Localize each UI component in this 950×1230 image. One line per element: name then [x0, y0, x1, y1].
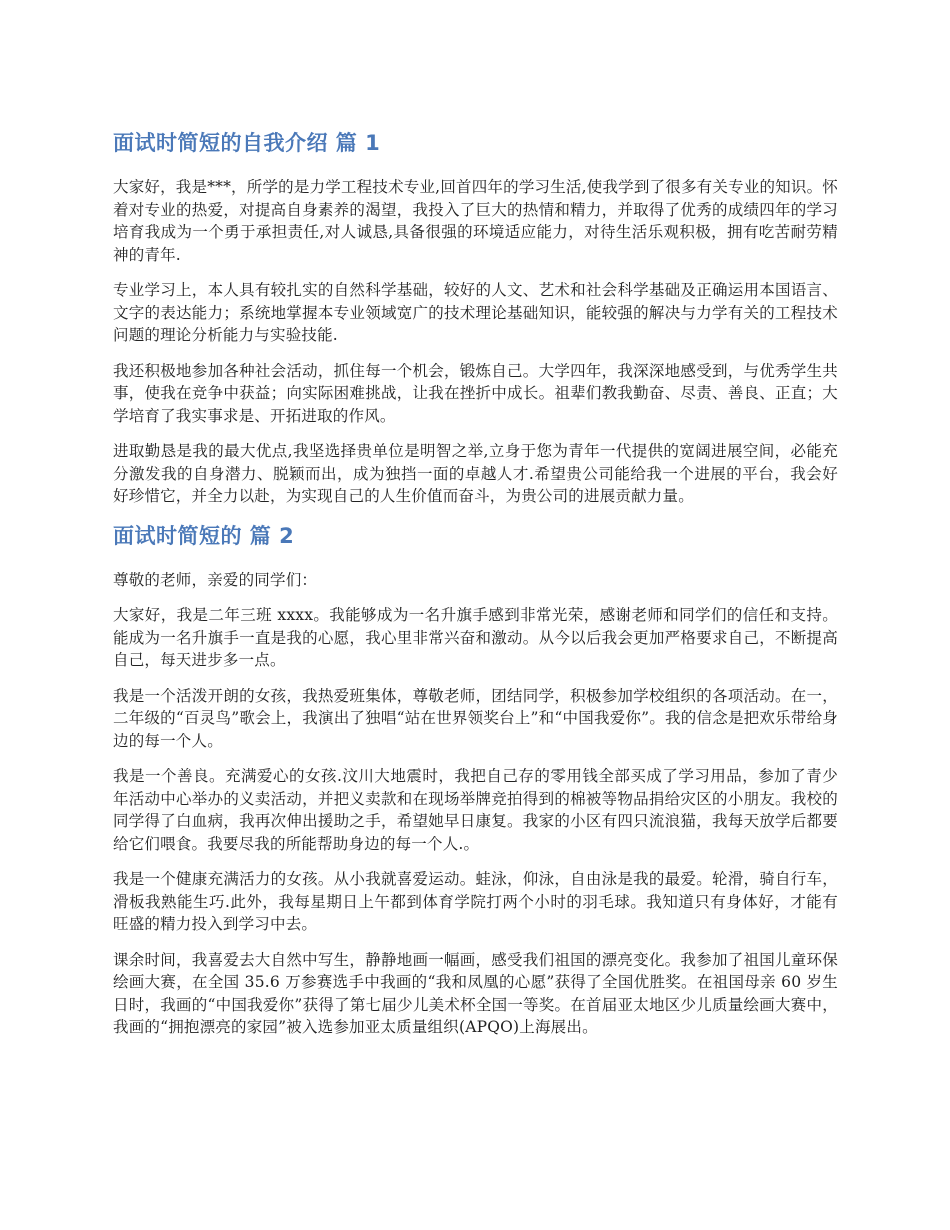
section-2-paragraph: 课余时间，我喜爱去大自然中写生，静静地画一幅画，感受我们祖国的漂亮变化。我参加了祖国儿童环保绘画大赛，在全国 35.6 万参赛选手中我画的“我和凤凰的心愿”获得了全国优胜奖。在祖国母亲 60 岁生日时，我画的“中国我爱你”获得了第七届少儿美术杯全国一等奖。在首届亚太地区少儿质量绘画大赛中，我画的“拥抱漂亮的家园”被入选参加亚太质量组织(APQO)上海展出。 [113, 950, 838, 1036]
section-2-paragraph: 我是一个活泼开朗的女孩，我热爱班集体，尊敬老师，团结同学，积极参加学校组织的各项活动。在一，二年级的“百灵鸟”歌会上，我演出了独唱“站在世界领奖台上”和“中国我爱你”。我的信念是把欢乐带给身边的每一个人。 [113, 686, 838, 750]
section-2-paragraph: 大家好，我是二年三班 xxxx。我能够成为一名升旗手感到非常光荣，感谢老师和同学们的信任和支持。能成为一名升旗手一直是我的心愿，我心里非常兴奋和激动。从今以后我会更加严格要求自己，不断提高自己，每天进步多一点。 [113, 606, 838, 669]
section-2-paragraph: 我是一个善良。充满爱心的女孩.汶川大地震时，我把自己存的零用钱全部买成了学习用品，参加了青少年活动中心举办的义卖活动，并把义卖款和在现场举牌竞拍得到的棉被等物品捐给灾区的小朋友。我校的同学得了白血病，我再次伸出援助之手，希望她早日康复。我家的小区有四只流浪猫，我每天放学后都要给它们喂食。我要尽我的所能帮助身边的每一个人.。 [113, 767, 838, 853]
section-1-paragraph: 我还积极地参加各种社会活动，抓住每一个机会，锻炼自己。大学四年，我深深地感受到，与优秀学生共事，使我在竞争中获益；向实际困难挑战，让我在挫折中成长。祖辈们教我勤奋、尽责、善良、正直；大学培育了我实事求是、开拓进取的作风。 [113, 361, 838, 425]
section-1-heading: 面试时简短的自我介绍 篇 1 [113, 131, 381, 155]
section-2-paragraph: 尊敬的老师，亲爱的同学们： [113, 570, 318, 589]
section-1-paragraph: 进取勤恳是我的最大优点,我坚选择贵单位是明智之举,立身于您为青年一代提供的宽阔进展空间，必能充分激发我的自身潜力、脱颖而出，成为独挡一面的卓越人才.希望贵公司能给我一个进展的平台，我会好好珍惜它，并全力以赴，为实现自己的人生价值而奋斗，为贵公司的进展贡献力量。 [113, 442, 838, 505]
section-2-paragraph: 我是一个健康充满活力的女孩。从小我就喜爱运动。蛙泳，仰泳，自由泳是我的最爱。轮滑，骑自行车，滑板我熟能生巧.此外，我每星期日上午都到体育学院打两个小时的羽毛球。我知道只有身体好，才能有旺盛的精力投入到学习中去。 [113, 870, 838, 933]
section-2-heading: 面试时简短的 篇 2 [113, 523, 295, 548]
document-page [113, 128, 838, 1052]
section-1-paragraph: 大家好，我是***，所学的是力学工程技术专业,回首四年的学习生活,使我学到了很多有关专业的知识。怀着对专业的热爱，对提高自身素养的渴望，我投入了巨大的热情和精力，并取得了优秀的成绩四年的学习培育我成为一个勇于承担责任,对人诚恳,具备很强的环境适应能力，对待生活乐观积极，拥有吃苦耐劳精神的青年. [113, 178, 838, 264]
section-1-paragraph: 专业学习上，本人具有较扎实的自然科学基础，较好的人文、艺术和社会科学基础及正确运用本国语言、文字的表达能力；系统地掌握本专业领域宽广的技术理论基础知识，能较强的解决与力学有关的工程技术问题的理论分析能力与实验技能. [113, 281, 838, 344]
